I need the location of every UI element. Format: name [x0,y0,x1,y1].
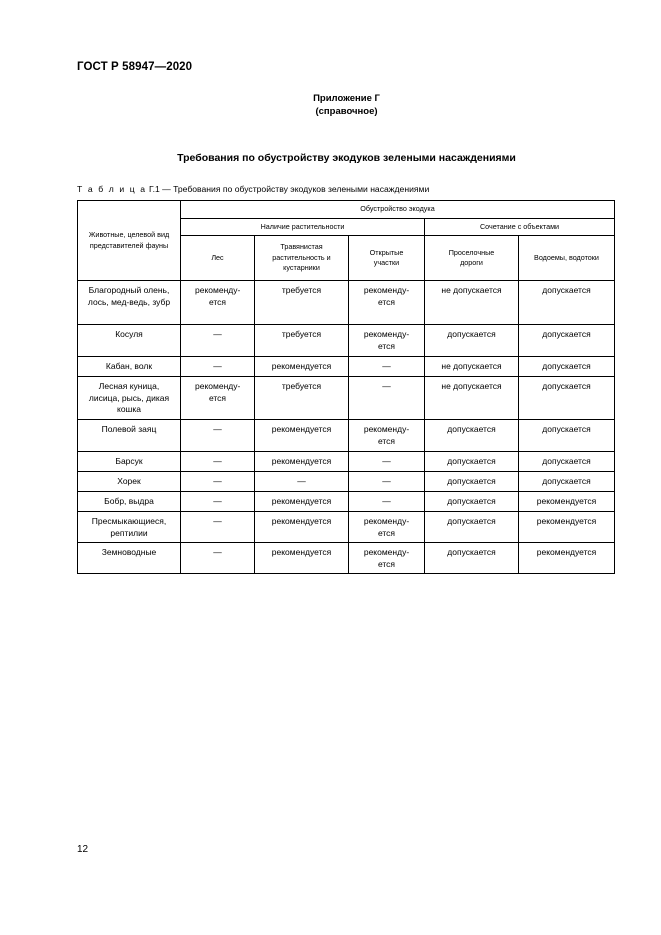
cell-water-bodies: допускается [519,377,615,420]
cell-animal: Лесная куница, лисица, рысь, дикая кошка [78,377,181,420]
cell-open-areas: — [349,492,425,512]
cell-animal: Барсук [78,452,181,472]
cell-forest: рекоменду-ется [181,377,255,420]
cell-grass-shrubs: рекомендуется [255,512,349,543]
cell-forest: — [181,472,255,492]
cell-open-areas: рекоменду-ется [349,543,425,574]
cell-animal: Земноводные [78,543,181,574]
cell-water-bodies: допускается [519,281,615,325]
header-vegetation-group: Наличие растительности [181,219,425,236]
cell-animal: Косуля [78,325,181,357]
cell-open-areas: — [349,357,425,377]
cell-water-bodies: допускается [519,357,615,377]
cell-animal: Благородный олень, лось, мед-ведь, зубр [78,281,181,325]
appendix-title: Приложение Г [313,93,380,104]
cell-grass-shrubs: рекомендуется [255,357,349,377]
cell-forest: — [181,512,255,543]
cell-forest: — [181,420,255,452]
cell-animal: Пресмыкающиеся, рептилии [78,512,181,543]
cell-open-areas: — [349,472,425,492]
requirements-table [77,200,615,574]
table-row [78,420,615,452]
header-open-areas: Открытые участки [349,236,425,281]
cell-open-areas: — [349,452,425,472]
header-forest: Лес [181,236,255,281]
cell-dirt-roads: допускается [425,512,519,543]
cell-dirt-roads: допускается [425,325,519,357]
cell-water-bodies: рекомендуется [519,512,615,543]
table-body [78,201,615,574]
cell-water-bodies: допускается [519,452,615,472]
table-row [78,452,615,472]
cell-forest: — [181,357,255,377]
cell-dirt-roads: не допускается [425,281,519,325]
cell-animal: Хорек [78,472,181,492]
section-title: Требования по обустройству экодуков зелеными насаждениями [177,152,516,164]
cell-grass-shrubs: — [255,472,349,492]
cell-grass-shrubs: требуется [255,281,349,325]
cell-forest: — [181,492,255,512]
table-caption [77,184,429,194]
cell-open-areas: рекоменду-ется [349,512,425,543]
cell-animal: Бобр, выдра [78,492,181,512]
table-row [78,377,615,420]
table-caption-label: Т а б л и ц а [77,184,147,194]
document-code: ГОСТ Р 58947—2020 [77,61,193,73]
table-row [78,472,615,492]
cell-grass-shrubs: требуется [255,325,349,357]
cell-forest: рекоменду-ется [181,281,255,325]
cell-water-bodies: рекомендуется [519,543,615,574]
cell-open-areas: — [349,377,425,420]
cell-dirt-roads: допускается [425,452,519,472]
header-arrangement: Обустройство экодука [181,201,615,219]
cell-forest: — [181,452,255,472]
cell-grass-shrubs: рекомендуется [255,420,349,452]
table-row [78,325,615,357]
cell-forest: — [181,325,255,357]
cell-dirt-roads: допускается [425,492,519,512]
table-row [78,492,615,512]
cell-dirt-roads: допускается [425,472,519,492]
cell-water-bodies: допускается [519,325,615,357]
header-grass-shrubs: Травянистая растительность и кустарники [255,236,349,281]
cell-grass-shrubs: рекомендуется [255,492,349,512]
header-animals: Животные, целевой вид представителей фауны [78,201,181,281]
cell-forest: — [181,543,255,574]
header-combination-group: Сочетание с объектами [425,219,615,236]
cell-open-areas: рекоменду-ется [349,420,425,452]
header-water-bodies: Водоемы, водотоки [519,236,615,281]
cell-grass-shrubs: рекомендуется [255,452,349,472]
appendix-kind: (справочное) [315,106,378,117]
header-dirt-roads: Проселочные дороги [425,236,519,281]
table-row [78,543,615,574]
table-caption-text: Г.1 — Требования по обустройству экодуков зелеными насаждениями [146,184,430,194]
cell-grass-shrubs: рекомендуется [255,543,349,574]
cell-water-bodies: допускается [519,420,615,452]
table-row [78,281,615,325]
cell-dirt-roads: не допускается [425,377,519,420]
cell-water-bodies: рекомендуется [519,492,615,512]
cell-dirt-roads: не допускается [425,357,519,377]
cell-dirt-roads: допускается [425,420,519,452]
cell-water-bodies: допускается [519,472,615,492]
header-row-1 [78,201,615,219]
cell-dirt-roads: допускается [425,543,519,574]
cell-animal: Кабан, волк [78,357,181,377]
cell-animal: Полевой заяц [78,420,181,452]
cell-open-areas: рекоменду-ется [349,325,425,357]
page-number: 12 [77,844,89,855]
table-row [78,357,615,377]
cell-grass-shrubs: требуется [255,377,349,420]
table-row [78,512,615,543]
cell-open-areas: рекоменду-ется [349,281,425,325]
